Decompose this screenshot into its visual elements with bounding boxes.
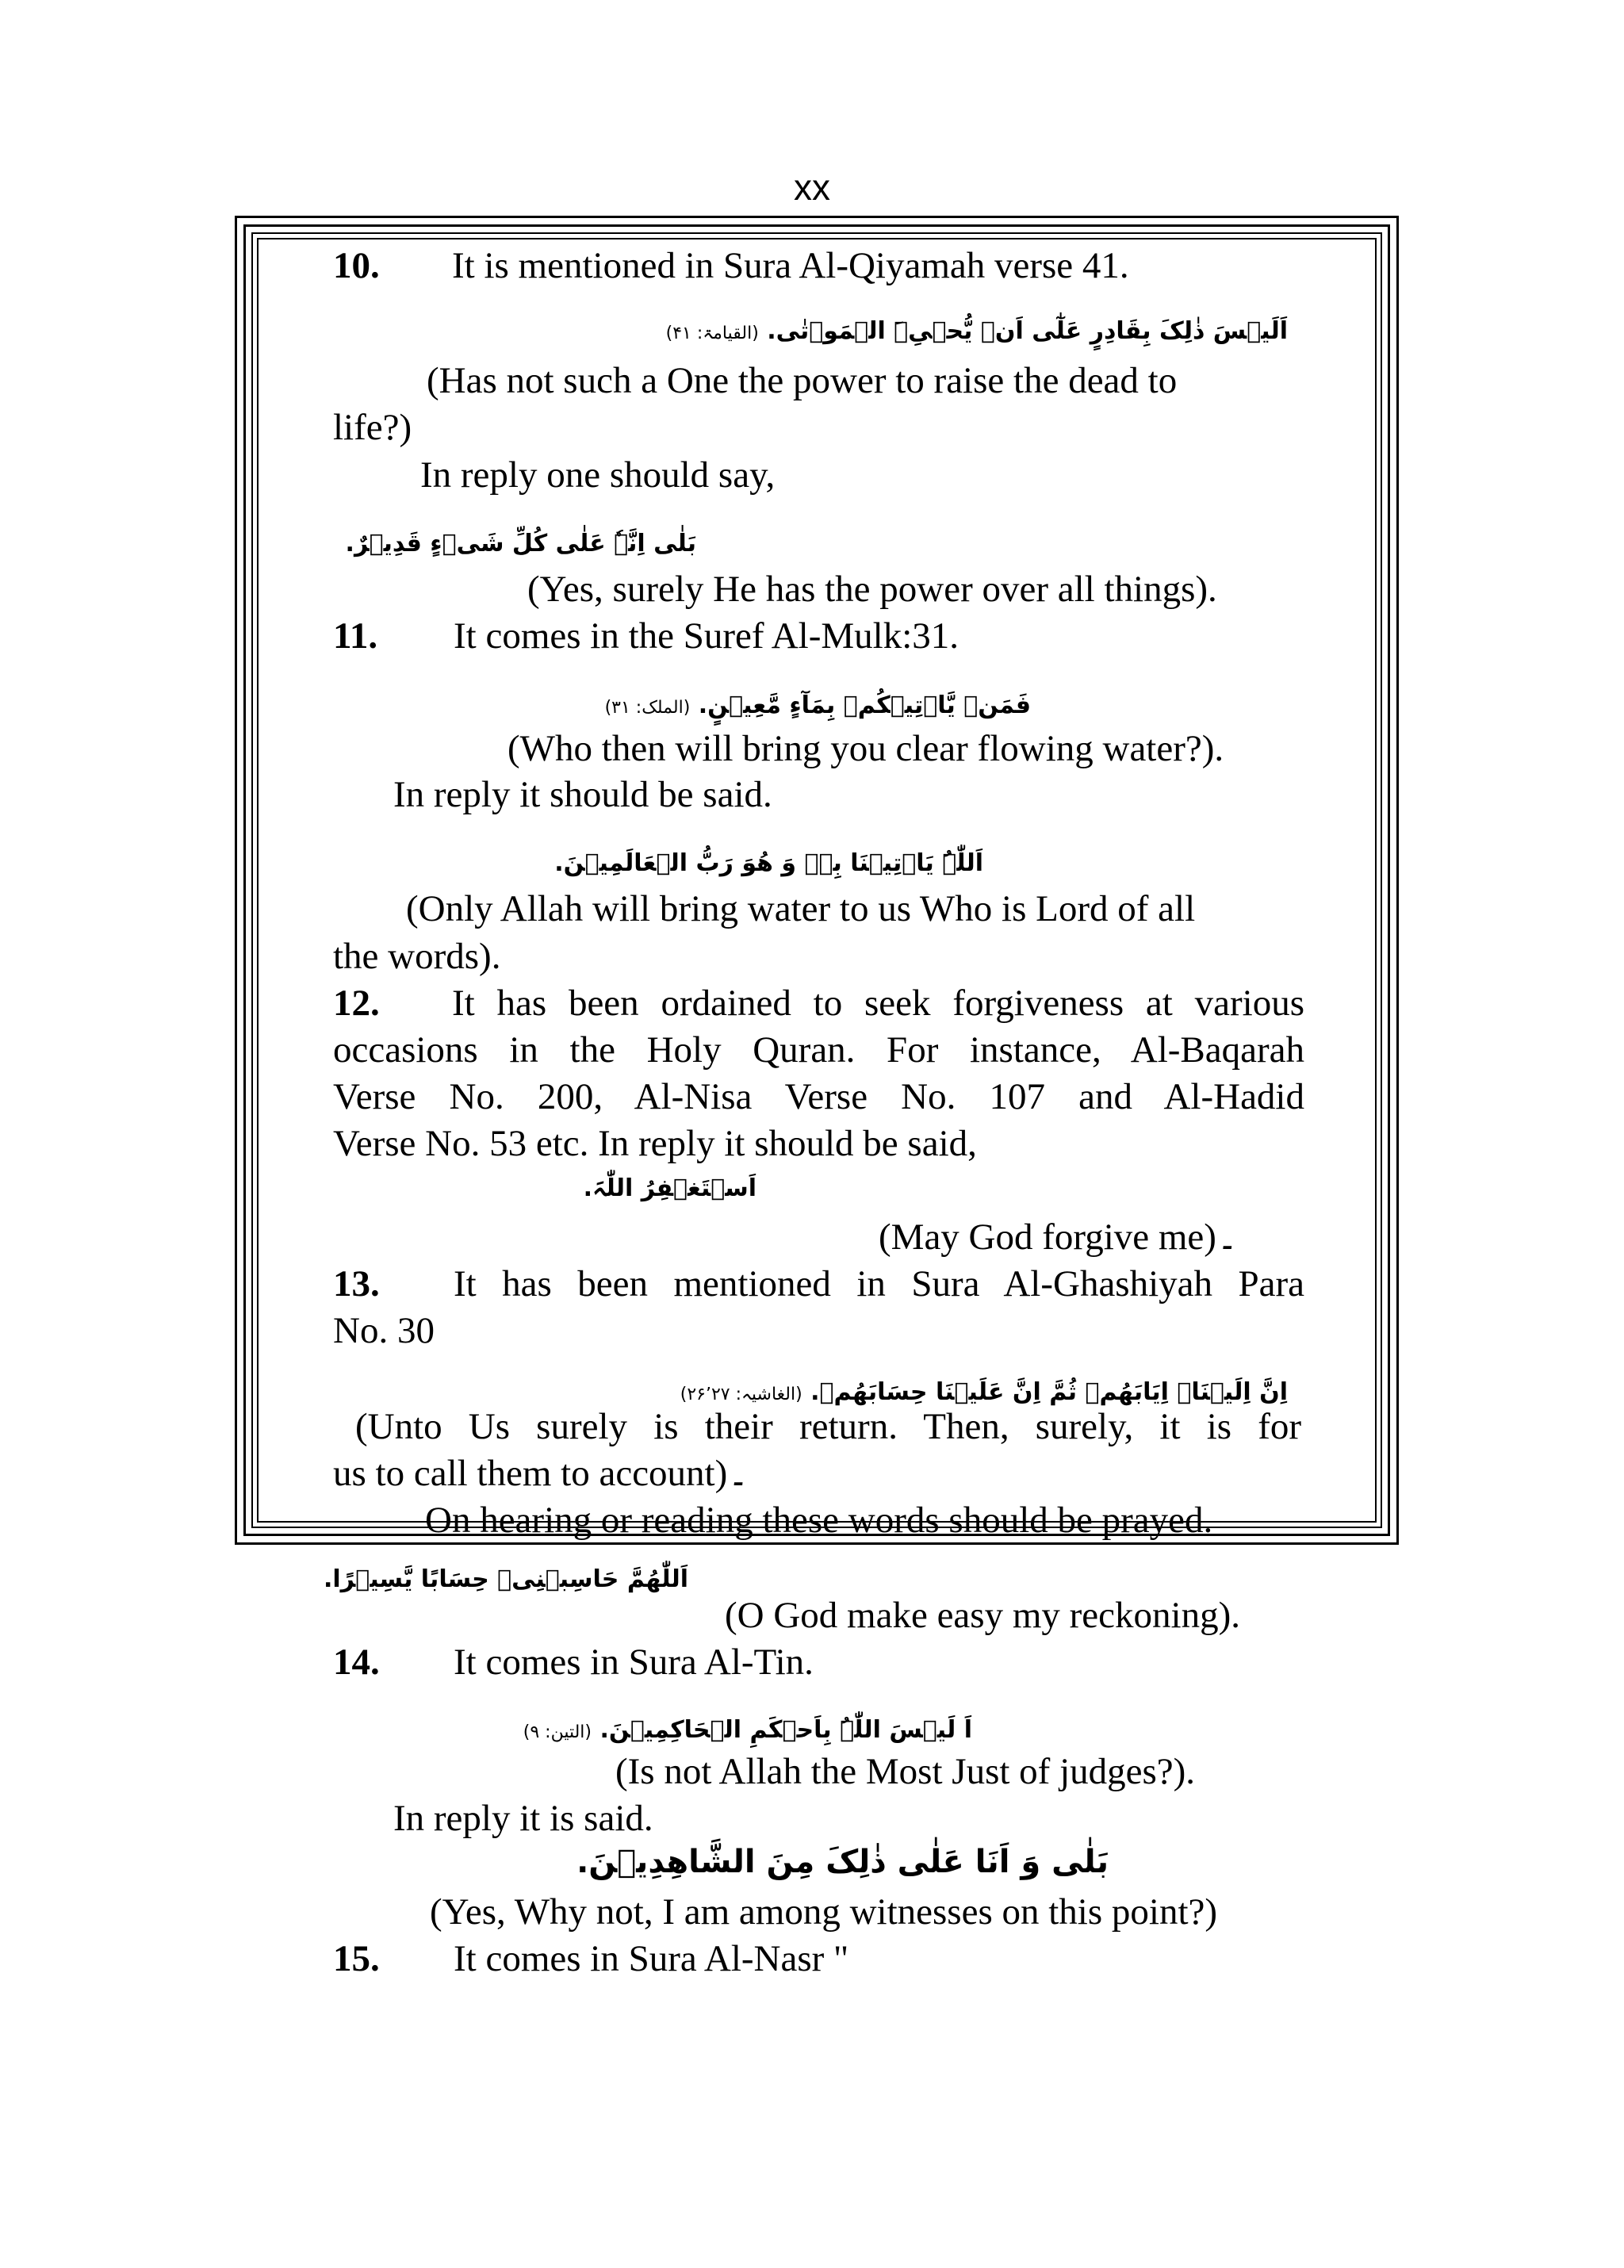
arabic-response-2 [554,841,983,886]
item-text: It has been mentioned in Sura Al-Ghashiyah Para [454,1263,1304,1304]
instruction-line: On hearing or reading these words should be prayed. [425,1500,1213,1541]
translation-line: (Yes, surely He has the power over all things). [527,569,1217,610]
item-13-heading [333,1261,1304,1307]
verse-reference: (الملک: ۳۱) [604,698,691,718]
body-line: No. 30 [333,1310,435,1351]
item-12-heading [333,980,1304,1026]
arabic-text: اَلَيۡسَ ذٰلِکَ بِقَادِرٍ عَلٰٓی اَنۡ یُّحۡیِۦَ الۡمَوۡتٰی. [767,317,1288,345]
item-number: 13. [333,1263,380,1304]
arabic-text: اَسۡتَغۡفِرُ اللّٰہَ. [583,1174,756,1202]
item-14-heading [333,1639,814,1685]
verse-reference: (التین: ۹) [523,1722,592,1742]
instruction-line: In reply it is said. [393,1798,653,1839]
arabic-text: اَللّٰہُ یَاۡتِیۡنَا بِہٖ وَ ھُوَ رَبُّ الۡعَالَمِیۡنَ. [554,849,983,877]
item-10-heading [333,243,1129,289]
verse-reference: (القیامۃ: ۴۱) [665,324,759,343]
item-number: 11. [333,615,378,657]
body-line: occasions in the Holy Quran. For instance, Al-Baqarah [333,1029,1304,1071]
body-line: Verse No. 53 etc. In reply it should be said, [333,1123,977,1164]
item-number: 10. [333,245,380,286]
arabic-response-1 [346,522,696,566]
arabic-text: اِنَّ اِلَیۡنَاۤ اِیَابَھُمۡ ثُمَّ اِنَّ عَلَیۡنَا حِسَابَھُمۡ. [810,1378,1288,1406]
item-number: 14. [333,1642,380,1683]
item-number: 15. [333,1938,380,1979]
translation-line: (Who then will bring you clear flowing water?). [508,728,1224,769]
arabic-response-5 [576,1837,1109,1887]
item-text: It is mentioned in Sura Al-Qiyamah verse 41. [452,245,1129,286]
page-number: xx [794,167,830,208]
translation-line: life?) [333,407,412,448]
translation-line: (Is not Allah the Most Just of judges?). [615,1751,1196,1792]
item-11-heading [333,613,959,659]
translation-line: the words). [333,936,501,977]
translation-line: (Yes, Why not, I am among witnesses on this point?) [430,1891,1218,1933]
arabic-response-3 [584,1167,756,1211]
arabic-verse-mulk [605,684,1031,730]
arabic-verse-qiyamah [666,309,1288,356]
body-line: Verse No. 200, Al-Nisa Verse No. 107 and Al-Hadid [333,1076,1304,1117]
item-text: It comes in Sura Al-Nasr " [454,1938,849,1979]
translation-line: (Unto Us surely is their return. Then, surely, it is for [355,1406,1301,1447]
translation-line: (Has not such a One the power to raise the dead to [427,360,1178,401]
arabic-text: فَمَنۡ یَّاۡتِیۡکُمۡ بِمَآءٍ مَّعِیۡنٍ. [698,692,1031,719]
arabic-text: اَ لَیۡسَ اللّٰہُ بِاَحۡکَمِ الۡحَاکِمِیۡنَ. [599,1716,972,1744]
arabic-text: اَللّٰھُمَّ حَاسِبۡنِیۡ حِسَابًا یَّسِیۡرًا. [323,1565,688,1593]
arabic-text: بَلٰی وَ اَنَا عَلٰی ذٰلِکَ مِنَ الشَّاھِدِیۡنَ. [576,1844,1109,1880]
translation-line: (O God make easy my reckoning). [725,1595,1240,1636]
item-15-heading [333,1936,848,1982]
instruction-line: In reply it should be said. [393,774,772,815]
item-text: It comes in Sura Al-Tin. [454,1642,814,1683]
item-text: It comes in the Suref Al-Mulk:31. [454,615,959,657]
arabic-text: بَلٰی اِنَّہٗ عَلٰی کُلِّ شَیۡءٍ قَدِیۡرٌ. [345,530,696,557]
translation-line: (Only Allah will bring water to us Who is Lord of all [406,888,1196,929]
translation-line: (May God forgive me)۔ [879,1216,1239,1258]
translation-line: us to call them to account)۔ [333,1453,749,1494]
verse-reference: (الغاشیہ: ۲۶٬۲۷) [680,1385,802,1404]
item-text: It has been ordained to seek forgiveness at various [452,983,1304,1024]
instruction-line: In reply one should say, [420,454,776,496]
item-number: 12. [333,983,380,1024]
arabic-response-4 [324,1557,688,1602]
